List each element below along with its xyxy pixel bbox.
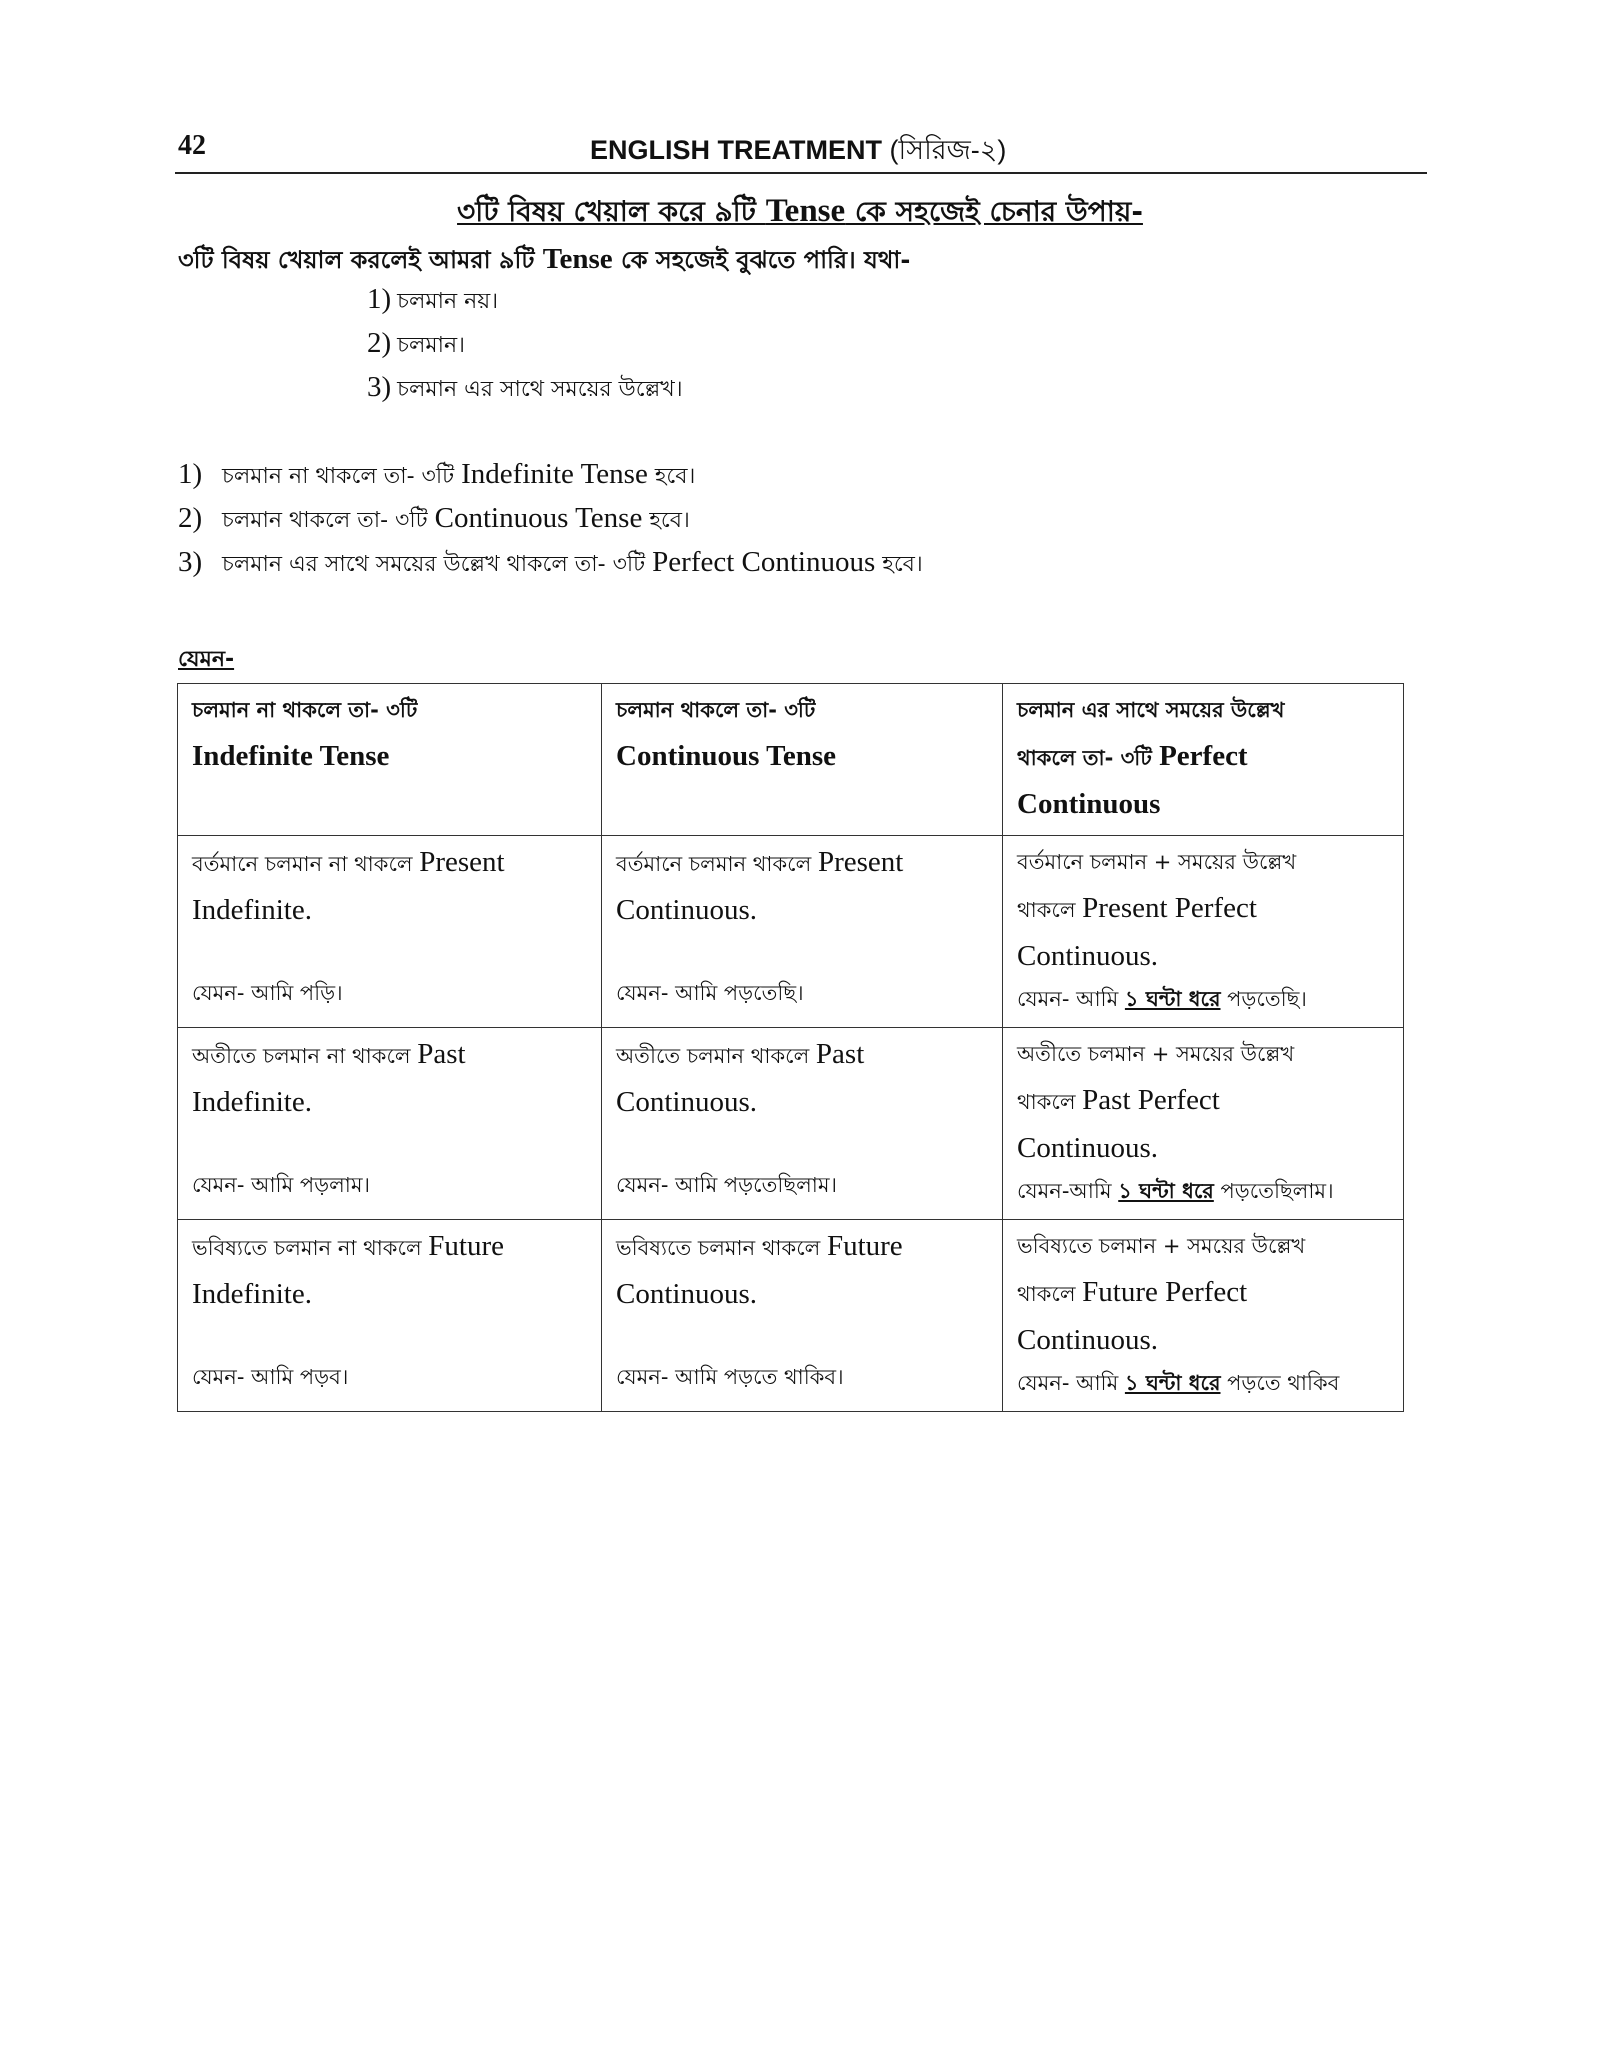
table-row-present [178,836,1404,1028]
condition-text: চলমান। [397,333,466,358]
condition-number: 2) [367,327,392,359]
cell-en-2: Continuous. [616,894,757,926]
example-label: যেমন- [178,647,235,672]
header-en: Continuous Tense [616,740,837,772]
cell-example [1017,1363,1389,1403]
example-post: পড়তেছি। [1220,987,1307,1011]
rule-tense: Perfect Continuous [652,546,876,578]
cell-bn-2: থাকলে [1017,898,1083,922]
intro-pre: ৩টি বিষয় খেয়াল করলেই আমরা ৯টি [178,246,543,274]
rule-number: 3) [178,546,203,578]
rule-tense: Continuous Tense [434,502,643,534]
example-duration: ১ ঘন্টা ধরে [1124,1371,1221,1395]
table-cell [178,836,602,1028]
rule-suffix: হবে। [647,464,696,489]
cell-en: Present [419,846,505,878]
heading-post: কে সহজেই চেনার উপায়- [845,195,1143,228]
cell-en-2: Continuous. [1017,940,1158,972]
rule-item [178,502,690,540]
cell-bn: ভবিষ্যতে চলমান + সময়ের উল্লেখ [1017,1234,1306,1258]
table-cell [1003,836,1404,1028]
cell-example: যেমন- আমি পড়তে থাকিব। [616,1365,844,1389]
cell-en-2: Continuous. [1017,1132,1158,1164]
table-cell [178,1028,602,1220]
table-cell [1003,1028,1404,1220]
header-divider [175,172,1427,174]
table-cell [602,1220,1003,1412]
condition-item [367,371,683,409]
example-duration: ১ ঘন্টা ধরে [1124,987,1221,1011]
table-row-past [178,1028,1404,1220]
condition-number: 1) [367,283,392,315]
cell-example: যেমন- আমি পড়ব। [192,1365,349,1389]
table-cell [602,836,1003,1028]
rule-suffix: হবে। [642,508,690,533]
cell-example: যেমন- আমি পড়লাম। [192,1173,371,1197]
cell-en: Past [815,1038,865,1070]
table-cell [602,1028,1003,1220]
cell-en: Future [428,1230,504,1262]
condition-text: চলমান এর সাথে সময়ের উল্লেখ। [397,377,683,402]
header-cell-perfect-continuous [1003,684,1404,836]
cell-en: Future [826,1230,903,1262]
cell-bn: বর্তমানে চলমান + সময়ের উল্লেখ [1017,850,1297,874]
cell-bn: বর্তমানে চলমান না থাকলে [192,852,420,876]
condition-item [367,327,465,365]
book-title: ENGLISH TREATMENT [590,135,882,165]
table-row-future [178,1220,1404,1412]
example-duration: ১ ঘন্টা ধরে [1118,1179,1214,1203]
cell-bn: ভবিষ্যতে চলমান থাকলে [616,1236,827,1260]
cell-en-2: Continuous. [1017,1324,1158,1356]
heading-pre: ৩টি বিষয় খেয়াল করে ৯টি [457,195,766,228]
page-heading [0,190,1600,237]
cell-example [1017,1171,1389,1211]
cell-en: Past Perfect [1082,1084,1220,1116]
cell-en: Past [417,1038,466,1070]
header-en: Indefinite Tense [192,740,390,772]
cell-en-2: Indefinite. [192,1278,312,1310]
rule-text: চলমান এর সাথে সময়ের উল্লেখ থাকলে তা- ৩টি [222,552,653,577]
cell-en-2: Indefinite. [192,894,312,926]
cell-example: যেমন- আমি পড়তেছিলাম। [616,1173,837,1197]
condition-number: 3) [367,371,392,403]
example-pre: যেমন-আমি [1017,1179,1119,1203]
cell-bn-2: থাকলে [1017,1282,1083,1306]
cell-en-2: Indefinite. [192,1086,312,1118]
rule-tense: Indefinite Tense [461,458,648,490]
example-pre: যেমন- আমি [1017,1371,1125,1395]
condition-text: চলমান নয়। [397,289,499,314]
cell-bn: অতীতে চলমান না থাকলে [192,1044,418,1068]
cell-bn: ভবিষ্যতে চলমান না থাকলে [192,1236,429,1260]
cell-bn: অতীতে চলমান থাকলে [616,1044,816,1068]
intro-post: কে সহজেই বুঝতে পারি। যথা- [612,246,911,274]
example-pre: যেমন- আমি [1017,987,1125,1011]
example-post: পড়তে থাকিব [1220,1371,1340,1395]
cell-en: Future Perfect [1082,1276,1248,1308]
rule-text: চলমান থাকলে তা- ৩টি [222,508,435,533]
cell-en-2: Continuous. [616,1278,757,1310]
cell-example: যেমন- আমি পড়ি। [192,981,343,1005]
intro-en: Tense [542,243,613,275]
cell-bn-2: থাকলে [1017,1090,1083,1114]
rule-item [178,458,695,496]
table-cell [1003,1220,1404,1412]
rule-number: 1) [178,458,203,490]
table-cell [178,1220,602,1412]
example-post: পড়তেছিলাম। [1213,1179,1334,1203]
intro-text [178,242,910,282]
cell-example: যেমন- আমি পড়তেছি। [616,981,804,1005]
cell-bn: অতীতে চলমান + সময়ের উল্লেখ [1017,1042,1295,1066]
rule-text: চলমান না থাকলে তা- ৩টি [222,464,462,489]
header-bn-2: থাকলে তা- ৩টি [1017,746,1160,770]
header-title [590,130,1006,175]
header-bn: চলমান না থাকলে তা- ৩টি [192,698,418,722]
rule-number: 2) [178,502,203,534]
cell-bn: বর্তমানে চলমান থাকলে [616,852,818,876]
header-en: Perfect [1159,740,1248,772]
cell-en: Present [817,846,904,878]
condition-item [367,283,498,321]
header-en-2: Continuous [1017,788,1161,820]
header-bn: চলমান থাকলে তা- ৩টি [616,698,816,722]
heading-en: Tense [765,193,846,229]
rule-item [178,546,923,584]
cell-en-2: Continuous. [616,1086,757,1118]
header-bn: চলমান এর সাথে সময়ের উল্লেখ [1017,698,1285,722]
page-number: 42 [178,130,206,161]
header-cell-indefinite [178,684,602,836]
cell-en: Present Perfect [1082,892,1257,924]
table-header-row [178,684,1404,836]
rule-suffix: হবে। [875,552,923,577]
series-label: (সিরিজ-২) [889,135,1007,165]
cell-example [1017,979,1389,1019]
tense-table [177,683,1404,1412]
header-cell-continuous [602,684,1003,836]
